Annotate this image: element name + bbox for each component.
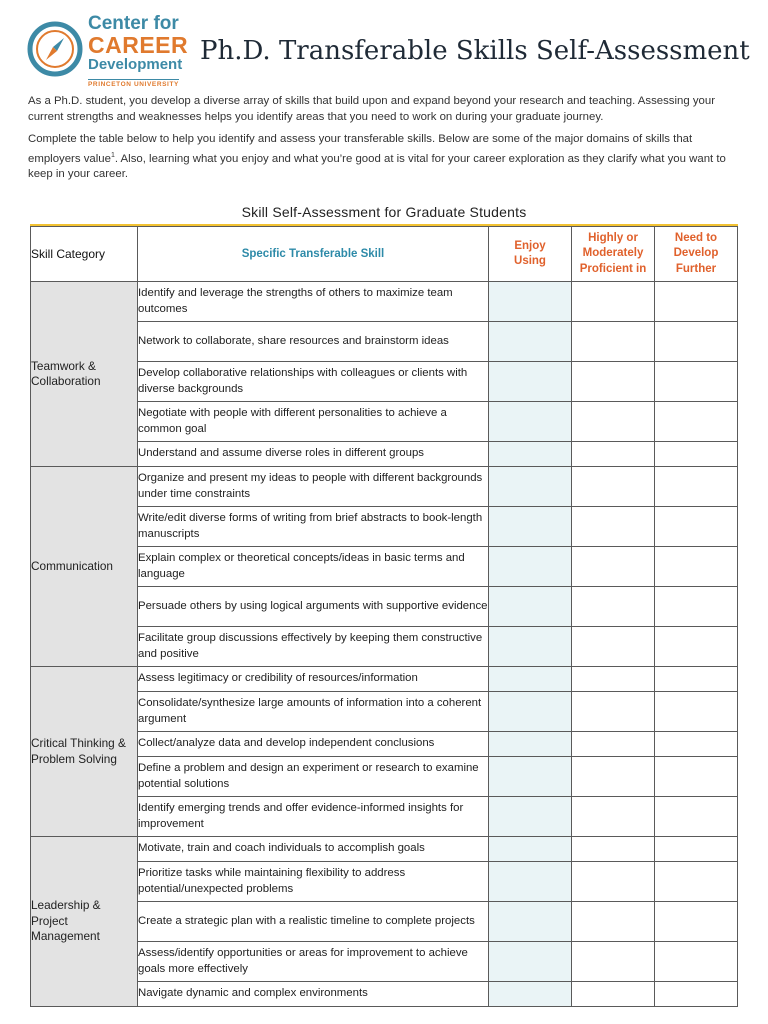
header-skill: Specific Transferable Skill bbox=[138, 227, 489, 282]
proficient-checkbox-cell[interactable] bbox=[572, 627, 655, 667]
skill-cell: Create a strategic plan with a realistic timeline to complete projects bbox=[138, 902, 489, 942]
table-row bbox=[31, 282, 738, 322]
footnote-marker: 1 bbox=[110, 151, 115, 159]
header-develop: Need to Develop Further bbox=[655, 227, 738, 282]
table-row bbox=[31, 667, 738, 692]
proficient-checkbox-cell[interactable] bbox=[572, 902, 655, 942]
enjoy-checkbox-cell[interactable] bbox=[489, 667, 572, 692]
table-row bbox=[31, 757, 738, 797]
table-row bbox=[31, 862, 738, 902]
skill-category-cell: Teamwork & Collaboration bbox=[31, 282, 138, 467]
logo-line2: CAREER bbox=[88, 32, 189, 58]
skill-cell: Identify and leverage the strengths of others to maximize team outcomes bbox=[138, 282, 489, 322]
header-enjoy: Enjoy Using bbox=[489, 227, 572, 282]
proficient-checkbox-cell[interactable] bbox=[572, 757, 655, 797]
develop-checkbox-cell[interactable] bbox=[655, 362, 738, 402]
proficient-checkbox-cell[interactable] bbox=[572, 467, 655, 507]
develop-checkbox-cell[interactable] bbox=[655, 322, 738, 362]
table-row bbox=[31, 442, 738, 467]
develop-checkbox-cell[interactable] bbox=[655, 942, 738, 982]
logo-line4: PRINCETON UNIVERSITY bbox=[88, 81, 179, 88]
enjoy-checkbox-cell[interactable] bbox=[489, 862, 572, 902]
logo bbox=[88, 14, 208, 91]
proficient-checkbox-cell[interactable] bbox=[572, 362, 655, 402]
proficient-checkbox-cell[interactable] bbox=[572, 732, 655, 757]
enjoy-checkbox-cell[interactable] bbox=[489, 732, 572, 757]
skill-cell: Facilitate group discussions effectively by keeping them constructive and positive bbox=[138, 627, 489, 667]
logo-line3: Development bbox=[88, 56, 183, 73]
skill-cell: Understand and assume diverse roles in different groups bbox=[138, 442, 489, 467]
develop-checkbox-cell[interactable] bbox=[655, 547, 738, 587]
table-row bbox=[31, 402, 738, 442]
table-title: Skill Self-Assessment for Graduate Students bbox=[241, 204, 527, 220]
develop-checkbox-cell[interactable] bbox=[655, 837, 738, 862]
enjoy-checkbox-cell[interactable] bbox=[489, 467, 572, 507]
enjoy-checkbox-cell[interactable] bbox=[489, 587, 572, 627]
develop-checkbox-cell[interactable] bbox=[655, 507, 738, 547]
intro-paragraph-2: Complete the table below to help you identify and assess your transferable skills. Below are some of the major domains of skills that employers value$^1$. Also, learning what you enjoy and what you’re good at is vital for your career exploration as they clarify what you want to keep in your career. bbox=[28, 133, 726, 180]
skill-cell: Motivate, train and coach individuals to accomplish goals bbox=[138, 837, 489, 862]
skill-category-cell: Leadership & Project Management bbox=[31, 837, 138, 1007]
proficient-checkbox-cell[interactable] bbox=[572, 862, 655, 902]
skill-cell: Collect/analyze data and develop independent conclusions bbox=[138, 732, 489, 757]
enjoy-checkbox-cell[interactable] bbox=[489, 942, 572, 982]
table-row bbox=[31, 322, 738, 362]
proficient-checkbox-cell[interactable] bbox=[572, 797, 655, 837]
proficient-checkbox-cell[interactable] bbox=[572, 942, 655, 982]
table-row bbox=[31, 942, 738, 982]
enjoy-checkbox-cell[interactable] bbox=[489, 547, 572, 587]
enjoy-checkbox-cell[interactable] bbox=[489, 627, 572, 667]
table-row bbox=[31, 627, 738, 667]
header-proficient: Highly or Moderately Proficient in bbox=[572, 227, 655, 282]
table-row bbox=[31, 837, 738, 862]
proficient-checkbox-cell[interactable] bbox=[572, 547, 655, 587]
table-row bbox=[31, 507, 738, 547]
enjoy-checkbox-cell[interactable] bbox=[489, 442, 572, 467]
proficient-checkbox-cell[interactable] bbox=[572, 402, 655, 442]
page-title: Ph.D. Transferable Skills Self-Assessment bbox=[200, 36, 750, 66]
skill-cell: Persuade others by using logical arguments with supportive evidence bbox=[138, 587, 489, 627]
proficient-checkbox-cell[interactable] bbox=[572, 322, 655, 362]
table-row bbox=[31, 692, 738, 732]
logo-line1: Center for bbox=[88, 13, 179, 34]
enjoy-checkbox-cell[interactable] bbox=[489, 797, 572, 837]
proficient-checkbox-cell[interactable] bbox=[572, 507, 655, 547]
proficient-checkbox-cell[interactable] bbox=[572, 667, 655, 692]
enjoy-checkbox-cell[interactable] bbox=[489, 402, 572, 442]
develop-checkbox-cell[interactable] bbox=[655, 627, 738, 667]
skill-cell: Navigate dynamic and complex environments bbox=[138, 982, 489, 1007]
proficient-checkbox-cell[interactable] bbox=[572, 837, 655, 862]
skill-cell: Develop collaborative relationships with colleagues or clients with diverse backgrounds bbox=[138, 362, 489, 402]
skill-cell: Explain complex or theoretical concepts/ideas in basic terms and language bbox=[138, 547, 489, 587]
skill-cell: Prioritize tasks while maintaining flexibility to address potential/unexpected problems bbox=[138, 862, 489, 902]
develop-checkbox-cell[interactable] bbox=[655, 757, 738, 797]
develop-checkbox-cell[interactable] bbox=[655, 862, 738, 902]
enjoy-checkbox-cell[interactable] bbox=[489, 507, 572, 547]
enjoy-checkbox-cell[interactable] bbox=[489, 757, 572, 797]
enjoy-checkbox-cell[interactable] bbox=[489, 902, 572, 942]
table-row bbox=[31, 797, 738, 837]
skill-cell: Assess legitimacy or credibility of resources/information bbox=[138, 667, 489, 692]
table-row bbox=[31, 732, 738, 757]
develop-checkbox-cell[interactable] bbox=[655, 667, 738, 692]
compass-icon bbox=[26, 20, 84, 78]
proficient-checkbox-cell[interactable] bbox=[572, 982, 655, 1007]
develop-checkbox-cell[interactable] bbox=[655, 587, 738, 627]
table-row bbox=[31, 547, 738, 587]
skill-cell: Organize and present my ideas to people with different backgrounds under time constraints bbox=[138, 467, 489, 507]
enjoy-checkbox-cell[interactable] bbox=[489, 837, 572, 862]
develop-checkbox-cell[interactable] bbox=[655, 797, 738, 837]
develop-checkbox-cell[interactable] bbox=[655, 982, 738, 1007]
intro-text bbox=[28, 94, 740, 189]
skill-cell: Write/edit diverse forms of writing from brief abstracts to book-length manuscripts bbox=[138, 507, 489, 547]
header-category: Skill Category bbox=[31, 227, 138, 282]
skill-category-cell: Critical Thinking & Problem Solving bbox=[31, 667, 138, 837]
skill-cell: Identify emerging trends and offer evidence-informed insights for improvement bbox=[138, 797, 489, 837]
develop-checkbox-cell[interactable] bbox=[655, 467, 738, 507]
enjoy-checkbox-cell[interactable] bbox=[489, 982, 572, 1007]
develop-checkbox-cell[interactable] bbox=[655, 402, 738, 442]
skill-cell: Negotiate with people with different personalities to achieve a common goal bbox=[138, 402, 489, 442]
skill-cell: Assess/identify opportunities or areas for improvement to achieve goals more effectively bbox=[138, 942, 489, 982]
page-header bbox=[26, 13, 750, 88]
table-header-row bbox=[31, 227, 738, 282]
enjoy-checkbox-cell[interactable] bbox=[489, 692, 572, 732]
develop-checkbox-cell[interactable] bbox=[655, 732, 738, 757]
proficient-checkbox-cell[interactable] bbox=[572, 282, 655, 322]
develop-checkbox-cell[interactable] bbox=[655, 902, 738, 942]
develop-checkbox-cell[interactable] bbox=[655, 442, 738, 467]
enjoy-checkbox-cell[interactable] bbox=[489, 282, 572, 322]
develop-checkbox-cell[interactable] bbox=[655, 692, 738, 732]
develop-checkbox-cell[interactable] bbox=[655, 282, 738, 322]
table-row bbox=[31, 362, 738, 402]
skill-cell: Consolidate/synthesize large amounts of information into a coherent argument bbox=[138, 692, 489, 732]
table-row bbox=[31, 982, 738, 1007]
skill-cell: Network to collaborate, share resources and brainstorm ideas bbox=[138, 322, 489, 362]
skills-table bbox=[30, 226, 738, 1007]
proficient-checkbox-cell[interactable] bbox=[572, 587, 655, 627]
enjoy-checkbox-cell[interactable] bbox=[489, 322, 572, 362]
skill-category-cell: Communication bbox=[31, 467, 138, 667]
enjoy-checkbox-cell[interactable] bbox=[489, 362, 572, 402]
intro-paragraph-1: As a Ph.D. student, you develop a diverse array of skills that build upon and expand beyond your research and teaching. Assessing your current strengths and weaknesses helps you identify areas that you need to work on during your graduate journey. bbox=[28, 95, 716, 123]
proficient-checkbox-cell[interactable] bbox=[572, 442, 655, 467]
table-row bbox=[31, 902, 738, 942]
table-row bbox=[31, 587, 738, 627]
table-row bbox=[31, 467, 738, 507]
table-body bbox=[31, 282, 738, 1007]
proficient-checkbox-cell[interactable] bbox=[572, 692, 655, 732]
skill-cell: Define a problem and design an experiment or research to examine potential solutions bbox=[138, 757, 489, 797]
